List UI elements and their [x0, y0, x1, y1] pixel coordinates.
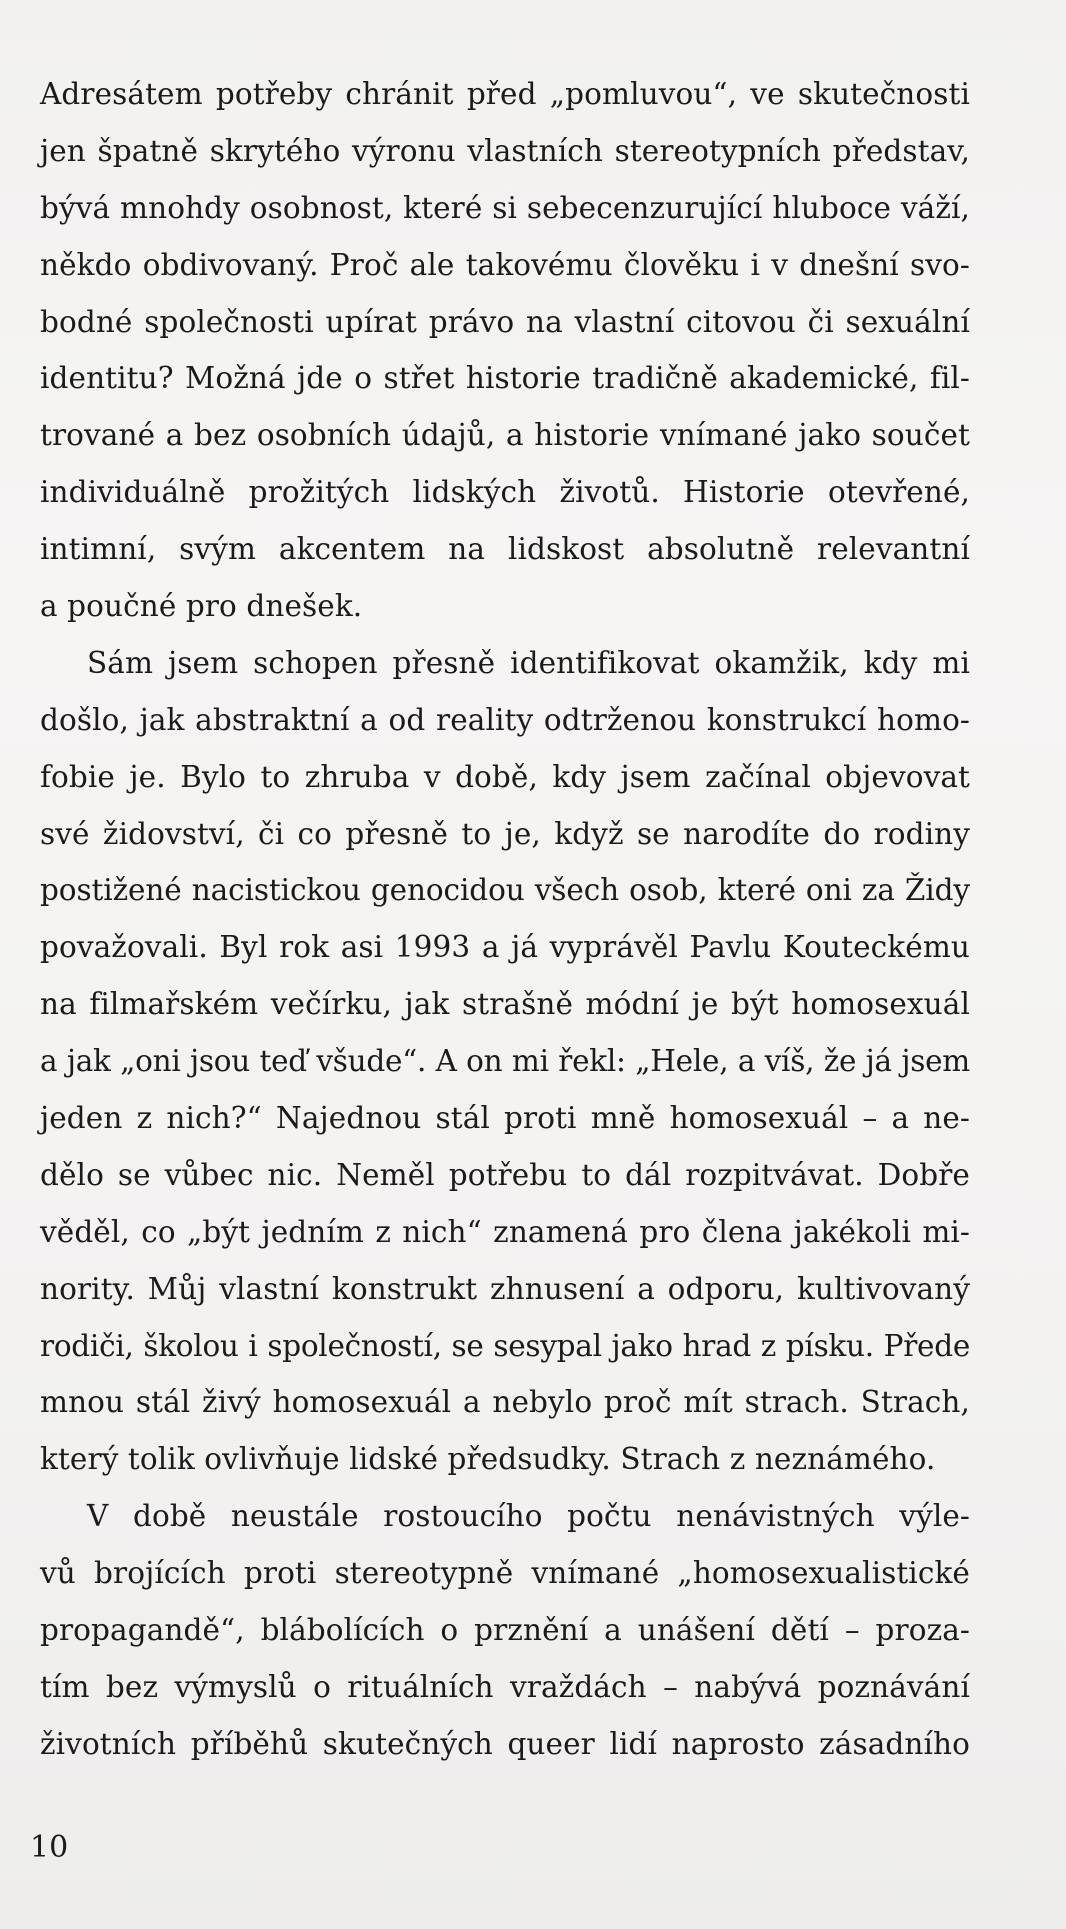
paragraph-start-line: V době neustále rostoucího počtu nenávistných výle-: [87, 1499, 970, 1534]
text-line: na filmařském večírku, jak strašně módní je být homosexuál: [40, 987, 970, 1022]
text-line: někdo obdivovaný. Proč ale takovému člověku i v dnešní svo-: [40, 247, 970, 282]
text-line: mnou stál živý homosexuál a nebylo proč mít strach. Strach,: [40, 1385, 970, 1420]
text-line: bývá mnohdy osobnost, které si sebecenzurující hluboce váží,: [40, 190, 970, 225]
text-line: individuálně prožitých lidských životů. Historie otevřené,: [40, 475, 970, 510]
page-number: 10: [30, 1830, 69, 1865]
text-line: své židovství, či co přesně to je, když se narodíte do rodiny: [40, 816, 970, 851]
text-line: Adresátem potřeby chránit před „pomluvou“, ve skutečnosti: [40, 77, 970, 111]
text-line: jen špatně skrytého výronu vlastních stereotypních představ,: [40, 133, 970, 168]
text-line: nority. Můj vlastní konstrukt zhnusení a odporu, kultivovaný: [40, 1271, 970, 1306]
text-line: intimní, svým akcentem na lidskost absolutně relevantní: [40, 532, 970, 567]
text-line: bodné společnosti upírat právo na vlastní citovou či sexuální: [40, 304, 970, 339]
text-line: došlo, jak abstraktní a od reality odtrženou konstrukcí homo-: [40, 702, 970, 737]
text-line: jeden z nich?“ Najednou stál proti mně homosexuál – a ne-: [40, 1101, 970, 1136]
text-line: propagandě“, blábolících o prznění a unášení dětí – proza-: [40, 1613, 970, 1648]
text-line: dělo se vůbec nic. Neměl potřebu to dál rozpitvávat. Dobře: [40, 1157, 970, 1192]
body-text: [40, 66, 970, 1773]
text-line: fobie je. Bylo to zhruba v době, kdy jsem začínal objevovat: [40, 759, 970, 794]
text-line: trované a bez osobních údajů, a historie vnímané jako součet: [40, 418, 970, 453]
paragraph-start-line: Sám jsem schopen přesně identifikovat okamžik, kdy mi: [87, 645, 970, 680]
text-line: identitu? Možná jde o střet historie tradičně akademické, fil-: [40, 361, 970, 396]
text-line: vů brojících proti stereotypně vnímané „homosexualistické: [40, 1556, 970, 1591]
text-line: rodiči, školou i společností, se sesypal jako hrad z písku. Přede: [40, 1328, 970, 1363]
text-line: a jak „oni jsou teď všude“. A on mi řekl: „Hele, a víš, že já jsem: [40, 1044, 970, 1079]
paragraph-end-line: a poučné pro dnešek.: [40, 589, 363, 624]
paragraph-end-line: který tolik ovlivňuje lidské předsudky. Strach z neznámého.: [40, 1442, 936, 1477]
text-line: věděl, co „být jedním z nich“ znamená pro člena jakékoli mi-: [40, 1214, 970, 1249]
text-line: životních příběhů skutečných queer lidí naprosto zásadního: [40, 1726, 970, 1761]
text-line: tím bez výmyslů o rituálních vraždách – nabývá poznávání: [40, 1669, 970, 1704]
text-line: považovali. Byl rok asi 1993 a já vyprávěl Pavlu Kouteckému: [40, 930, 970, 965]
text-line: postižené nacistickou genocidou všech osob, které oni za Židy: [40, 873, 970, 908]
